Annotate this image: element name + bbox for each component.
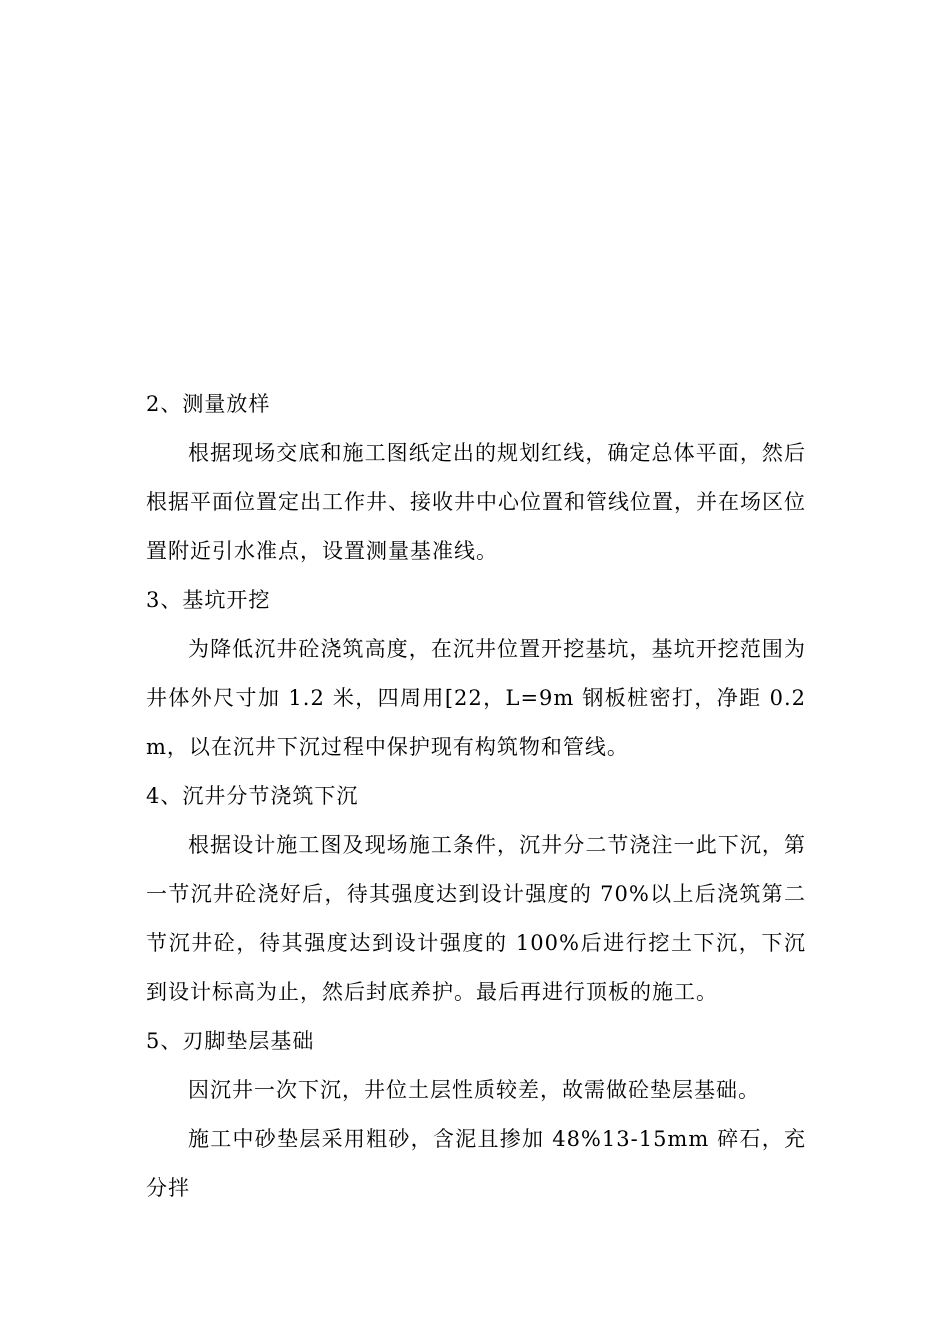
section-heading: 4、沉井分节浇筑下沉 [146,784,359,808]
section-heading: 2、测量放样 [146,392,271,416]
section-paragraph: 因沉井一次下沉，井位土层性质较差，故需做砼垫层基础。 [188,1078,760,1102]
section-excavation [146,576,806,772]
section-cutting-edge-foundation [146,1017,806,1213]
section-paragraph: 根据现场交底和施工图纸定出的规划红线，确定总体平面，然后根据平面位置定出工作井、接收井中心位置和管线位置，并在场区位置附近引水准点，设置测量基准线。 [146,441,806,563]
section-paragraph: 施工中砂垫层采用粗砂，含泥且掺加 48%13-15mm 碎石，充分拌 [146,1127,806,1200]
section-paragraph: 根据设计施工图及现场施工条件，沉井分二节浇注一此下沉，第一节沉井砼浇好后，待其强度达到设计强度的 70%以上后浇筑第二节沉井砼，待其强度达到设计强度的 100%后进行挖土下沉，下沉到设计标高为止，然后封底养护。最后再进行顶板的施工。 [146,833,806,1004]
section-survey [146,380,806,576]
section-heading: 3、基坑开挖 [146,588,271,612]
document-body [146,380,806,1213]
section-heading: 5、刃脚垫层基础 [146,1029,315,1053]
section-caisson-pouring [146,772,806,1017]
section-paragraph: 为降低沉井砼浇筑高度，在沉井位置开挖基坑，基坑开挖范围为井体外尺寸加 1.2 米，四周用[22，L=9m 钢板桩密打，净距 0.2m，以在沉井下沉过程中保护现有构筑物和管线。 [146,637,806,759]
